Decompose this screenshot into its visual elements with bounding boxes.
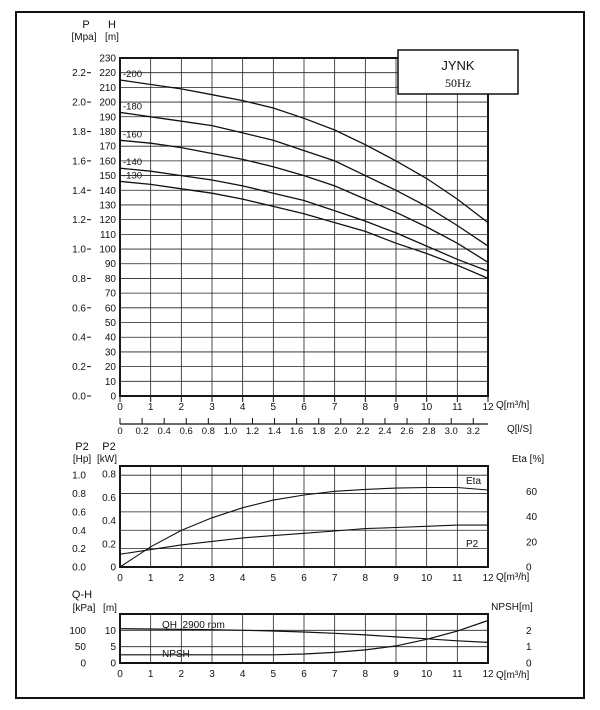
h-tick-label: 140 <box>99 185 116 197</box>
p2-hp-unit: [Hp] <box>72 454 92 465</box>
x-tick-label: 5 <box>270 402 277 413</box>
p-tick-label: 0.0 <box>72 391 86 403</box>
ls-tick-label: 0 <box>117 426 123 437</box>
x-tick-label: 9 <box>393 573 399 584</box>
x-tick-label: 8 <box>362 669 369 680</box>
eta-tick-label: 0 <box>526 562 532 574</box>
x-tick-label: 8 <box>362 573 369 584</box>
kpa-tick-label: 50 <box>74 642 86 654</box>
h-tick-label: 160 <box>99 156 116 168</box>
ls-tick-label: 2.6 <box>400 426 414 437</box>
x-tick-label: 10 <box>421 402 433 413</box>
x-tick-label: 6 <box>301 402 307 413</box>
head-chart <box>71 19 532 437</box>
kpa-tick-label: 0 <box>80 658 86 670</box>
x-tick-label: 12 <box>482 669 494 680</box>
ls-tick-label: 1.2 <box>245 426 260 437</box>
hp-tick-label: 0.2 <box>72 544 86 556</box>
x-tick-label: 11 <box>452 573 463 584</box>
p-axis-unit: [Mpa] <box>71 32 97 43</box>
kw-tick-label: 0.8 <box>102 469 116 481</box>
h-tick-label: 180 <box>99 126 116 138</box>
h-tick-label: 220 <box>99 68 116 80</box>
h-axis-label: H <box>108 19 116 31</box>
eta-tick-label: 40 <box>526 512 538 523</box>
x-tick-label: 7 <box>331 669 338 680</box>
x-tick-label: 6 <box>301 573 307 584</box>
ls-tick-label: 1.4 <box>267 426 282 437</box>
h-tick-label: 130 <box>99 200 116 212</box>
x-tick-label: 1 <box>147 573 154 584</box>
p-tick-label: 2.0 <box>72 97 86 109</box>
x-tick-label: 1 <box>147 402 154 413</box>
h-tick-label: 170 <box>99 141 116 153</box>
ls-tick-label: 2.8 <box>422 426 436 437</box>
h-tick-label: 90 <box>104 259 116 271</box>
kpa-unit: [kPa] <box>72 603 96 614</box>
eta-tick-label: 60 <box>526 486 538 498</box>
x-tick-label: 5 <box>270 669 277 680</box>
h-tick-label: 210 <box>99 82 116 94</box>
h-tick-label: 40 <box>104 332 116 344</box>
ls-tick-label: 1.0 <box>223 426 238 437</box>
ls-tick-label: 2.2 <box>356 426 370 437</box>
x-tick-label: 2 <box>178 573 185 584</box>
ls-tick-label: 0.2 <box>135 426 149 437</box>
npsh-q-axis-label: Q[m³/h] <box>496 670 530 681</box>
x-tick-label: 5 <box>270 573 277 584</box>
ls-tick-label: 2.0 <box>334 426 348 437</box>
eta-axis-label: Eta [%] <box>511 454 545 465</box>
qh-label: Q-H <box>71 589 93 601</box>
m-tick-label: 0 <box>110 658 116 670</box>
q-ls-axis-label: Q[l/S] <box>507 424 533 435</box>
npsh-chart <box>69 589 533 681</box>
hp-tick-label: 0.0 <box>72 562 86 574</box>
h-tick-label: 50 <box>104 318 116 330</box>
x-tick-label: 12 <box>482 573 494 584</box>
npsh-tick-label: 1 <box>526 642 532 654</box>
eta-series-label: Eta <box>466 475 482 487</box>
x-tick-label: 10 <box>421 573 433 584</box>
h-tick-label: 110 <box>100 229 116 241</box>
hp-tick-label: 0.8 <box>72 489 86 501</box>
x-tick-label: 7 <box>331 573 338 584</box>
p-tick-label: 0.6 <box>72 303 86 315</box>
h-tick-label: 120 <box>99 215 116 227</box>
x-tick-label: 7 <box>331 402 338 413</box>
m-unit: [m] <box>103 603 117 614</box>
x-tick-label: 4 <box>239 669 246 680</box>
x-tick-label: 11 <box>452 402 463 413</box>
h-tick-label: 80 <box>104 273 116 285</box>
kpa-tick-label: 100 <box>69 625 86 637</box>
p2-hp-label: P2 <box>75 441 89 453</box>
h-tick-label: 150 <box>99 171 116 183</box>
h-tick-label: 100 <box>99 244 116 256</box>
p-tick-label: 1.6 <box>72 156 86 168</box>
ls-tick-label: 1.6 <box>290 426 304 437</box>
npsh-tick-label: 2 <box>526 625 532 637</box>
kw-tick-label: 0.6 <box>102 492 116 504</box>
h-tick-label: 70 <box>104 288 116 300</box>
x-tick-label: 6 <box>301 669 307 680</box>
chart-title: JYNK <box>441 58 475 73</box>
p-axis-label: P <box>82 19 90 31</box>
x-tick-label: 11 <box>452 669 463 680</box>
curve-label-130: -130 <box>123 170 143 182</box>
x-tick-label: 0 <box>117 573 123 584</box>
h-tick-label: 30 <box>104 347 116 359</box>
qh-annotation: QH 2900 rpm <box>162 620 225 631</box>
x-tick-label: 4 <box>239 402 246 413</box>
x-tick-label: 12 <box>482 402 494 413</box>
h-tick-label: 0 <box>110 391 116 403</box>
ls-tick-label: 1.8 <box>312 426 326 437</box>
p-tick-label: 0.4 <box>72 332 86 344</box>
x-tick-label: 2 <box>178 402 185 413</box>
p2-kw-unit: [kW] <box>97 454 117 465</box>
kw-tick-label: 0.2 <box>102 539 116 551</box>
curve-label-140: -140 <box>123 157 143 169</box>
h-tick-label: 10 <box>104 376 116 388</box>
x-tick-label: 9 <box>393 669 399 680</box>
p-tick-label: 1.4 <box>72 185 86 197</box>
x-tick-label: 9 <box>393 402 399 413</box>
p-tick-label: 1.2 <box>72 215 86 227</box>
curve-label-160: -160 <box>123 129 143 141</box>
x-tick-label: 0 <box>117 669 123 680</box>
ls-tick-label: 0.6 <box>179 426 193 437</box>
h-tick-label: 230 <box>99 53 116 65</box>
h-tick-label: 200 <box>99 97 116 109</box>
curve-label-200: -200 <box>123 69 143 81</box>
npsh-chart-grid <box>69 614 532 680</box>
npsh-tick-label: 0 <box>526 658 532 670</box>
power-q-axis-label: Q[m³/h] <box>496 572 530 583</box>
hp-tick-label: 0.4 <box>72 525 86 537</box>
x-tick-label: 3 <box>209 669 215 680</box>
chart-subtitle: 50Hz <box>445 76 471 90</box>
x-tick-label: 0 <box>117 402 123 413</box>
curve-label-180: -180 <box>123 101 143 113</box>
power-efficiency-chart <box>72 441 544 584</box>
h-tick-label: 60 <box>104 303 116 315</box>
p2-kw-label: P2 <box>102 441 116 453</box>
x-tick-label: 3 <box>209 573 215 584</box>
kw-tick-label: 0.4 <box>102 516 116 527</box>
m-tick-label: 10 <box>104 625 116 637</box>
p2-series-label: P2 <box>466 539 479 551</box>
p-tick-label: 2.2 <box>72 68 86 80</box>
m-tick-label: 5 <box>110 642 116 654</box>
x-tick-label: 1 <box>147 669 154 680</box>
eta-tick-label: 20 <box>526 537 538 549</box>
h-tick-label: 190 <box>99 112 116 124</box>
x-tick-label: 8 <box>362 402 369 413</box>
x-tick-label: 10 <box>421 669 433 680</box>
npsh-axis-label: NPSH[m] <box>491 602 533 613</box>
ls-tick-label: 3.0 <box>444 426 458 437</box>
p-tick-label: 0.8 <box>72 273 86 285</box>
hp-tick-label: 1.0 <box>72 470 86 482</box>
x-tick-label: 3 <box>209 402 215 413</box>
ls-tick-label: 0.4 <box>157 426 171 437</box>
x-tick-label: 2 <box>178 669 185 680</box>
h-tick-label: 20 <box>104 362 116 374</box>
p-tick-label: 0.2 <box>72 362 86 374</box>
p-tick-label: 1.8 <box>72 126 86 138</box>
h-axis-unit: [m] <box>105 32 119 43</box>
kw-tick-label: 0 <box>110 562 116 574</box>
ls-tick-label: 3.2 <box>466 426 480 437</box>
ls-tick-label: 2.4 <box>378 426 392 437</box>
ls-tick-label: 0.8 <box>201 426 215 437</box>
q-axis-label: Q[m³/h] <box>496 400 530 411</box>
npsh-annotation: NPSH <box>162 649 190 660</box>
x-tick-label: 4 <box>239 573 246 584</box>
p-tick-label: 1.0 <box>72 244 86 256</box>
hp-tick-label: 0.6 <box>72 507 86 519</box>
